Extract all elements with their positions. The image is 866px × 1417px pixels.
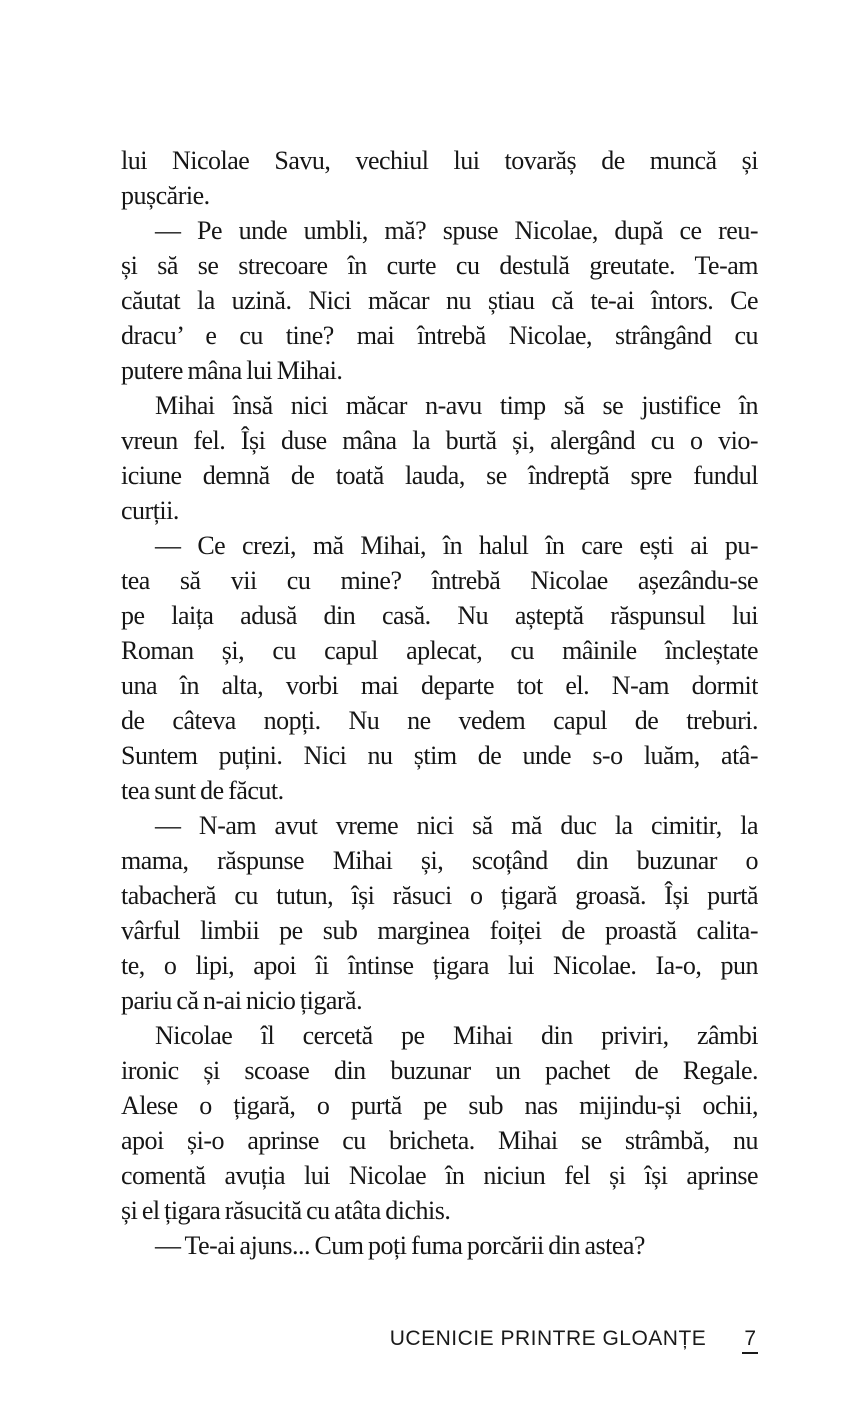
text-line: tea să vii cu mine? întrebă Nicolae așezându-se: [121, 566, 758, 595]
text-line: Alese o țigară, o purtă pe sub nas mijindu-și ochii,: [121, 1091, 758, 1120]
text-line: lui Nicolae Savu, vechiul lui tovarăș de muncă și: [121, 146, 758, 175]
text-line: și să se strecoare în curte cu destulă greutate. Te-am: [121, 251, 758, 280]
paragraph: [121, 388, 758, 528]
text-line: pușcărie.: [121, 181, 210, 210]
paragraph: [121, 213, 758, 388]
text-line: căutat la uzină. Nici măcar nu știau că te-ai întors. Ce: [121, 286, 758, 315]
paragraph: [121, 1018, 758, 1228]
text-line: de câteva nopți. Nu ne vedem capul de treburi.: [121, 706, 758, 735]
running-title: UCENICIE PRINTRE GLOANȚE: [389, 1327, 707, 1350]
text-line: tea sunt de făcut.: [121, 776, 284, 805]
text-line: te, o lipi, apoi îi întinse țigara lui Nicolae. Ia-o, pun: [121, 951, 758, 980]
text-line: Roman și, cu capul aplecat, cu mâinile încleștate: [121, 636, 758, 665]
paragraph: [121, 808, 758, 1018]
text-line: mama, răspunse Mihai și, scoțând din buzunar o: [121, 846, 758, 875]
paragraph: [121, 1228, 758, 1263]
body-text: [121, 143, 758, 1263]
text-line: — Ce crezi, mă Mihai, în halul în care ești ai pu-: [155, 531, 758, 560]
paragraph: [121, 143, 758, 213]
text-line: tabacheră cu tutun, își răsuci o țigară groasă. Își purtă: [121, 881, 758, 910]
text-line: — Pe unde umbli, mă? spuse Nicolae, după ce reu-: [155, 216, 758, 245]
text-line: Suntem puțini. Nici nu știm de unde s-o luăm, atâ-: [121, 741, 758, 770]
text-line: vârful limbii pe sub marginea foiței de proastă calita-: [121, 916, 758, 945]
text-line: vreun fel. Își duse mâna la burtă și, alergând cu o vio-: [121, 426, 758, 455]
text-line: și el țigara răsucită cu atâta dichis.: [121, 1196, 451, 1225]
text-line: — N-am avut vreme nici să mă duc la cimitir, la: [155, 811, 758, 840]
text-line: apoi și-o aprinse cu bricheta. Mihai se strâmbă, nu: [121, 1126, 758, 1155]
paragraph: [121, 528, 758, 808]
text-line: curții.: [121, 496, 179, 525]
text-line: Mihai însă nici măcar n-avu timp să se justifice în: [155, 391, 758, 420]
text-line: una în alta, vorbi mai departe tot el. N-am dormit: [121, 671, 758, 700]
text-line: Nicolae îl cercetă pe Mihai din priviri, zâmbi: [155, 1021, 758, 1050]
text-line: comentă avuția lui Nicolae în niciun fel și își aprinse: [121, 1161, 758, 1190]
text-line: iciune demnă de toată lauda, se îndreptă spre fundul: [121, 461, 758, 490]
text-line: — Te-ai ajuns... Cum poți fuma porcării din astea?: [155, 1231, 645, 1260]
text-line: pe laița adusă din casă. Nu așteptă răspunsul lui: [121, 601, 758, 630]
text-line: dracu’ e cu tine? mai întrebă Nicolae, strângând cu: [121, 321, 758, 350]
text-line: ironic și scoase din buzunar un pachet de Regale.: [121, 1056, 758, 1085]
text-line: pariu că n-ai nicio țigară.: [121, 986, 363, 1015]
page-footer: [121, 1327, 758, 1354]
text-line: putere mâna lui Mihai.: [121, 356, 343, 385]
page-number: 7: [742, 1327, 758, 1354]
